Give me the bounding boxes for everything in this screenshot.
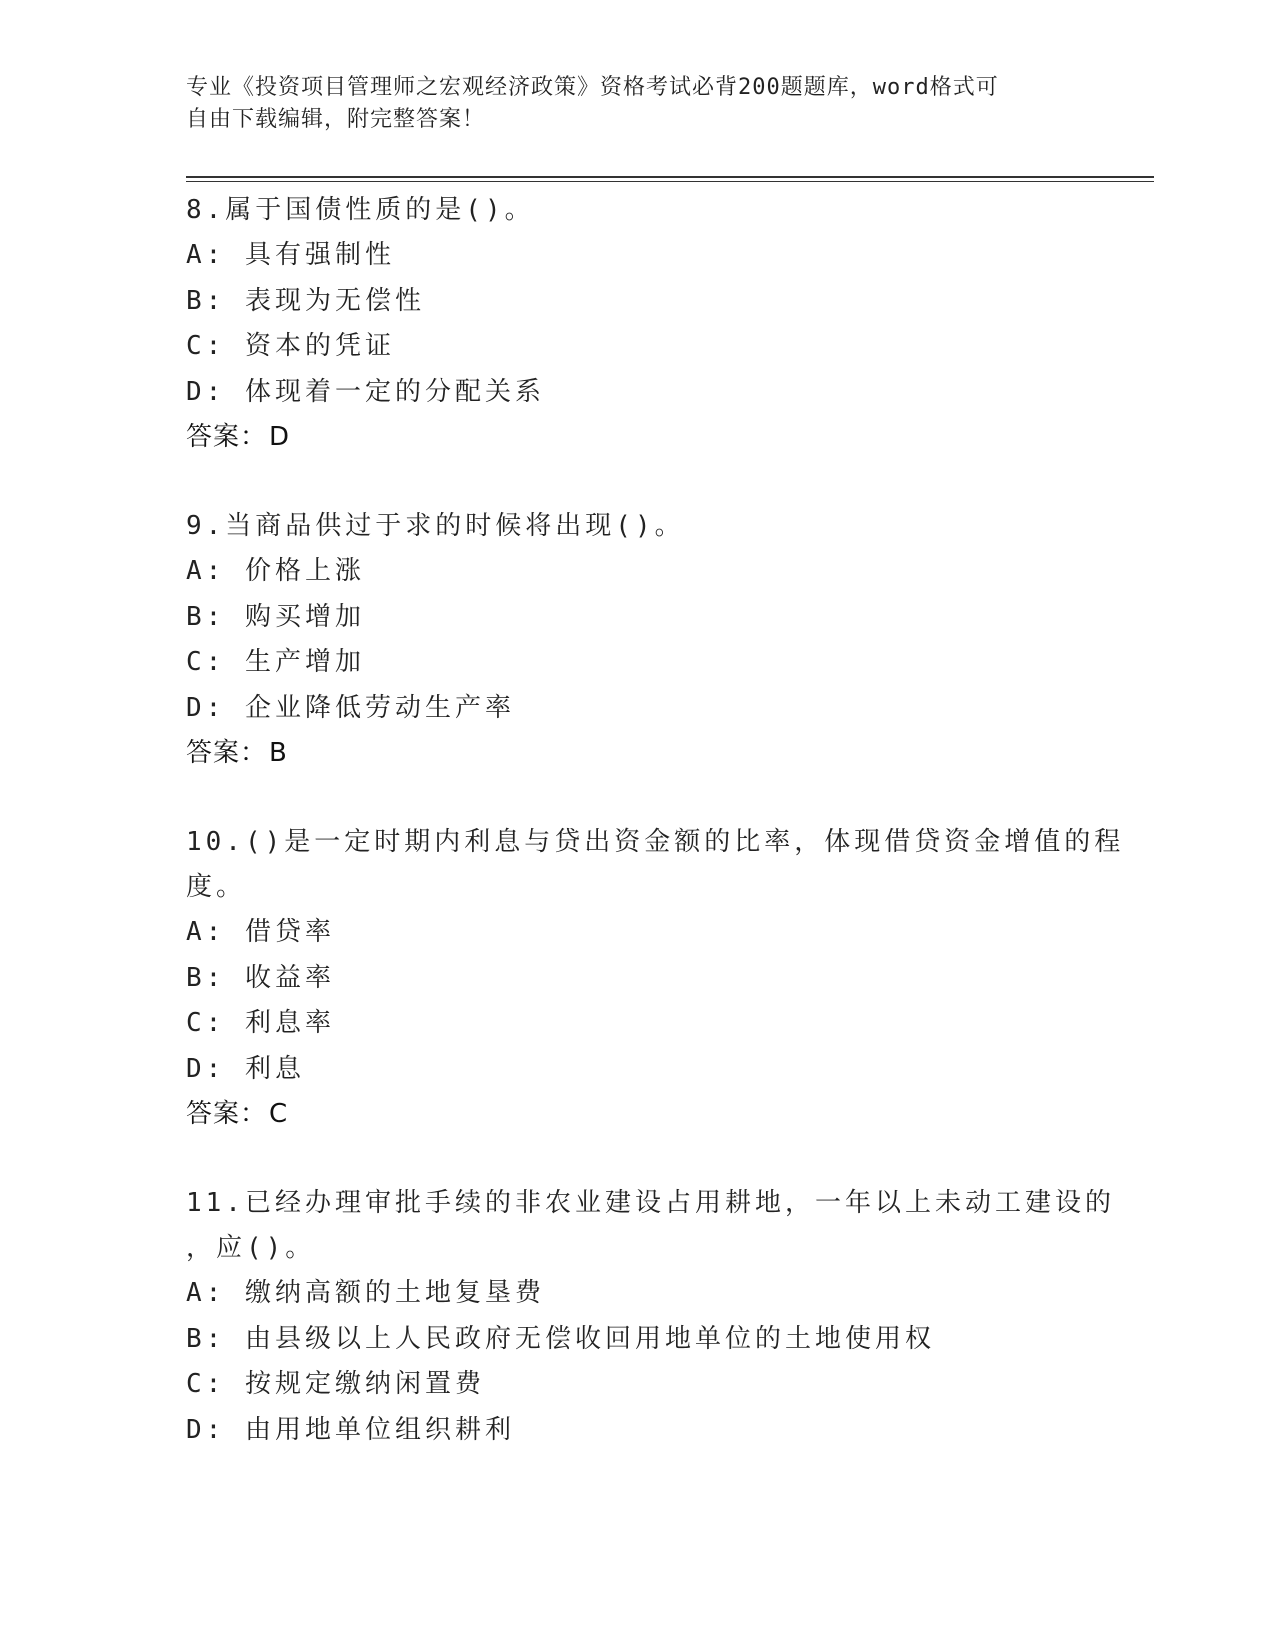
question-11 bbox=[186, 1181, 1115, 1453]
question-stem-continued: 度。 bbox=[186, 872, 247, 902]
header-divider-thin bbox=[186, 181, 1154, 182]
option-d: D: 企业降低劳动生产率 bbox=[186, 692, 515, 723]
question-stem: 8.属于国债性质的是()。 bbox=[186, 195, 535, 225]
answer-line bbox=[186, 731, 1086, 776]
option-b: B: 由县级以上人民政府无偿收回用地单位的土地使用权 bbox=[186, 1323, 935, 1354]
header-line-1: 专业《投资项目管理师之宏观经济政策》资格考试必背200题题库，word格式可 bbox=[186, 75, 999, 100]
option-c: C: 资本的凭证 bbox=[186, 331, 395, 361]
answer-label: 答案： bbox=[186, 422, 268, 452]
option-a: A: 借贷率 bbox=[186, 917, 335, 947]
option-c: C: 生产增加 bbox=[186, 647, 365, 677]
header-divider-thick bbox=[186, 176, 1154, 178]
option-a: A: 缴纳高额的土地复垦费 bbox=[186, 1278, 545, 1308]
option-d: D: 体现着一定的分配关系 bbox=[186, 376, 545, 407]
answer-value: C bbox=[269, 1099, 289, 1129]
answer-value: B bbox=[269, 738, 288, 768]
question-list bbox=[186, 188, 1125, 1497]
answer-label: 答案： bbox=[186, 738, 268, 768]
question-stem: 10.()是一定时期内利息与贷出资金额的比率，体现借贷资金增值的程 bbox=[186, 827, 1125, 857]
document-header bbox=[186, 72, 1086, 136]
option-a: A: 价格上涨 bbox=[186, 556, 365, 586]
answer-line bbox=[186, 1092, 1086, 1137]
question-10 bbox=[186, 820, 1125, 1137]
question-stem: 9.当商品供过于求的时候将出现()。 bbox=[186, 511, 685, 541]
option-b: B: 表现为无偿性 bbox=[186, 285, 425, 316]
option-a: A: 具有强制性 bbox=[186, 240, 395, 270]
option-b: B: 收益率 bbox=[186, 962, 335, 993]
question-9 bbox=[186, 504, 1086, 776]
answer-line bbox=[186, 415, 1086, 460]
header-line-2: 自由下载编辑，附完整答案！ bbox=[186, 107, 486, 132]
option-d: D: 由用地单位组织耕利 bbox=[186, 1414, 515, 1445]
option-d: D: 利息 bbox=[186, 1053, 305, 1084]
question-stem-continued: ，应()。 bbox=[186, 1233, 316, 1263]
answer-value: D bbox=[269, 422, 291, 452]
option-b: B: 购买增加 bbox=[186, 601, 365, 632]
option-c: C: 按规定缴纳闲置费 bbox=[186, 1369, 485, 1399]
question-8 bbox=[186, 188, 1086, 460]
question-stem: 11.已经办理审批手续的非农业建设占用耕地，一年以上未动工建设的 bbox=[186, 1188, 1115, 1218]
option-c: C: 利息率 bbox=[186, 1008, 335, 1038]
answer-label: 答案： bbox=[186, 1099, 268, 1129]
